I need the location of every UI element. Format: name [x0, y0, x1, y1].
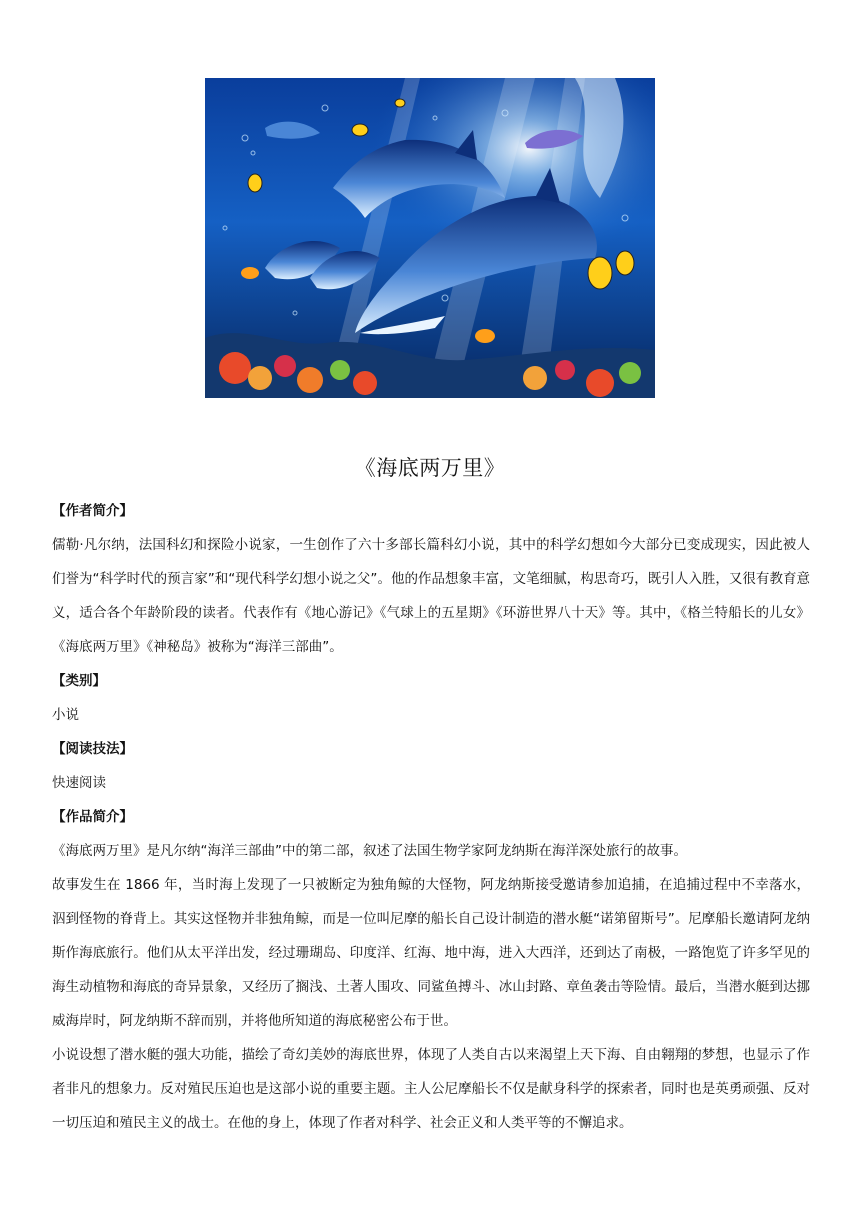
reading-method-value: 快速阅读 [52, 775, 106, 791]
book-title: 《海底两万里》 [354, 456, 506, 480]
category-value: 小说 [52, 707, 79, 723]
work-intro-heading: 【作品简介】 [52, 809, 133, 825]
underwater-dolphins-icon [205, 78, 655, 398]
work-intro-paragraph: 故事发生在 1866 年，当时海上发现了一只被断定为独角鲸的大怪物，阿龙纳斯接受邀请参加追捕，在追捕过程中不幸落水，泅到怪物的脊背上。其实这怪物并非独角鲸，而是一位叫尼摩的船长自己设计制造的潜水艇“诺第留斯号”。尼摩船长邀请阿龙纳斯作海底旅行。他们从太平洋出发，经过珊瑚岛、印度洋、红海、地中海，进入大西洋，还到达了南极，一路饱览了许多罕见的海生动植物和海底的奇异景象，又经历了搁浅、土著人围攻、同鲨鱼搏斗、冰山封路、章鱼袭击等险情。最后，当潜水艇到达挪威海岸时，阿龙纳斯不辞而别，并将他所知道的海底秘密公布于世。 [52, 877, 810, 1029]
reading-method-heading: 【阅读技法】 [52, 741, 133, 757]
author-intro: 儒勒·凡尔纳，法国科幻和探险小说家，一生创作了六十多部长篇科幻小说，其中的科学幻想如今大部分已变成现实，因此被人们誉为“科学时代的预言家”和“现代科学幻想小说之父”。他的作品想象丰富，文笔细腻，构思奇巧，既引人入胜，又很有教育意义，适合各个年龄阶段的读者。代表作有《地心游记》《气球上的五星期》《环游世界八十天》等。其中，《格兰特船长的儿女》《海底两万里》《神秘岛》被称为“海洋三部曲”。 [52, 537, 810, 655]
dolphin-illustration [205, 78, 655, 398]
author-heading: 【作者简介】 [52, 503, 133, 519]
document-body [52, 494, 810, 1140]
category-heading: 【类别】 [52, 673, 106, 689]
work-intro-paragraph: 《海底两万里》是凡尔纳“海洋三部曲”中的第二部，叙述了法国生物学家阿龙纳斯在海洋深处旅行的故事。 [52, 843, 687, 859]
work-intro-paragraph: 小说设想了潜水艇的强大功能，描绘了奇幻美妙的海底世界，体现了人类自古以来渴望上天下海、自由翱翔的梦想，也显示了作者非凡的想象力。反对殖民压迫也是这部小说的重要主题。主人公尼摩船长不仅是献身科学的探索者，同时也是英勇顽强、反对一切压迫和殖民主义的战士。在他的身上，体现了作者对科学、社会正义和人类平等的不懈追求。 [52, 1047, 810, 1131]
